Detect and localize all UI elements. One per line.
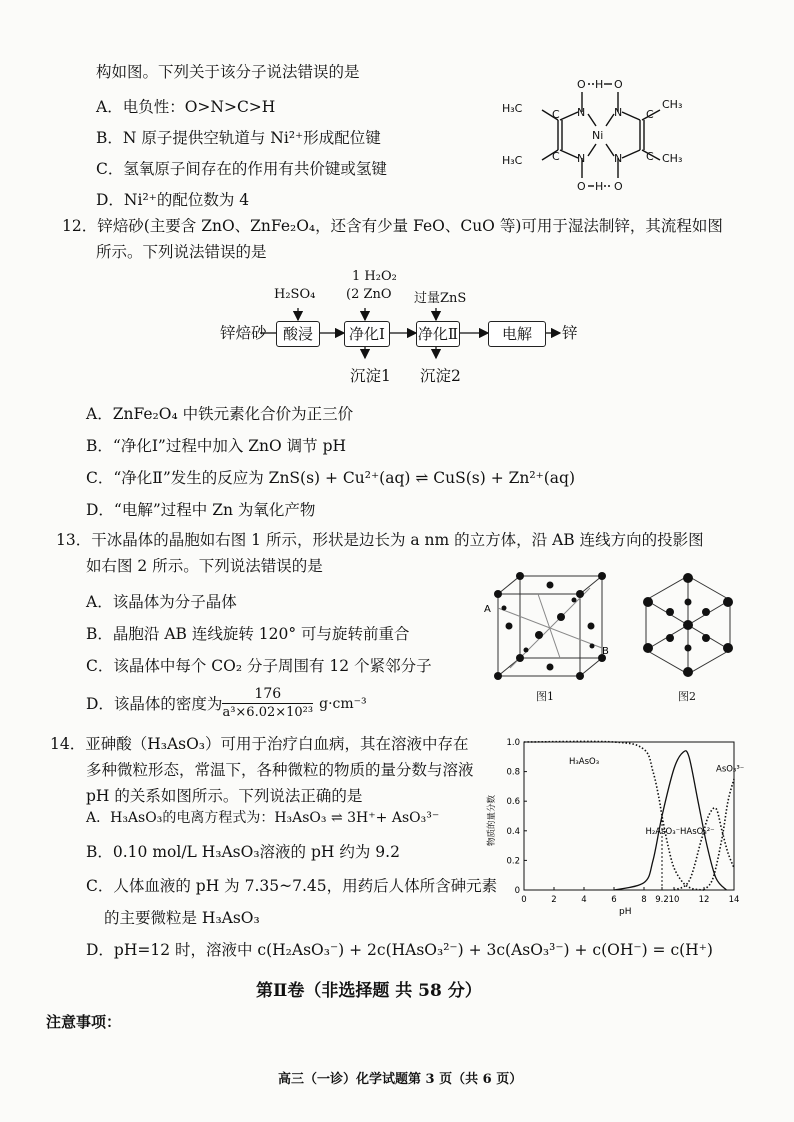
reagent-zns: 过量ZnS xyxy=(414,291,467,306)
flow-end: 锌 xyxy=(562,324,578,342)
reagent-h2so4: H₂SO₄ xyxy=(274,287,316,302)
q11-option-c: C．氢氧原子间存在的作用有共价键或氢键 xyxy=(96,160,387,178)
q14-stem-line3: pH 的关系如图所示。下列说法正确的是 xyxy=(86,787,363,805)
flow-start: 锌焙砂 xyxy=(220,324,267,342)
x-tick-label-8: 14 xyxy=(728,895,740,905)
q13-option-d-prefix: D．该晶体的密度为 xyxy=(86,694,223,713)
ch3-lower-label: CH₃ xyxy=(662,152,683,165)
series-label-1: H₂AsO₃⁻ xyxy=(645,826,681,837)
fig2-caption: 图2 xyxy=(678,690,696,703)
q14-option-c-cont: 的主要微粒是 H₃AsO₃ xyxy=(104,909,260,927)
q13-option-c: C．该晶体中每个 CO₂ 分子周围有 12 个紧邻分子 xyxy=(86,657,432,675)
series-label-0: H₃AsO₃ xyxy=(569,757,600,768)
step-purify-1: 净化Ⅰ xyxy=(344,321,390,347)
dry-ice-unit-cell-figure xyxy=(480,568,620,686)
q12-option-c: C．“净化Ⅱ”发生的反应为 ZnS(s) + Cu²⁺(aq) ⇌ CuS(s) + Zn²⁺(aq) xyxy=(86,469,576,487)
c-label-2: C xyxy=(552,150,560,163)
o-label-1: O xyxy=(577,78,586,91)
ch3-upper-label: CH₃ xyxy=(662,98,683,111)
n-label-1: N xyxy=(577,106,586,119)
c-label-3: C xyxy=(646,108,654,121)
x-tick-label-5: 9.2 xyxy=(655,895,669,905)
reagent-1: 1 H₂O₂ xyxy=(352,269,397,284)
q11-option-b: B．N 原子提供空轨道与 Ni²⁺形成配位键 xyxy=(96,129,381,147)
h3c-lower-label: H₃C xyxy=(502,154,523,167)
y-tick-label-4: 0.8 xyxy=(506,767,520,778)
page-footer: 高三（一诊）化学试题第 3 页（共 6 页） xyxy=(278,1072,523,1087)
q11-stem-tail: 构如图。下列关于该分子说法错误的是 xyxy=(96,63,360,81)
fig1-caption: 图1 xyxy=(536,690,554,703)
x-tick-label-7: 12 xyxy=(698,895,710,905)
q14-stem-line2: 多种微粒形态，常温下，各种微粒的物质的量分数与溶液 xyxy=(86,761,474,779)
x-tick-label-1: 2 xyxy=(551,895,557,905)
step-electrolysis: 电解 xyxy=(488,321,546,347)
q12-option-a: A．ZnFe₂O₄ 中铁元素化合价为正三价 xyxy=(86,405,354,423)
q13-option-a: A．该晶体为分子晶体 xyxy=(86,593,237,611)
o-label-3: O xyxy=(577,180,586,192)
y-tick-label-3: 0.6 xyxy=(506,797,520,808)
projection-figure xyxy=(640,572,736,680)
ni-complex-structure xyxy=(500,62,710,192)
q13-stem-line2: 如右图 2 所示。下列说法错误的是 xyxy=(86,557,323,575)
q13-option-d xyxy=(86,686,367,721)
h-label-1: H xyxy=(595,78,604,91)
x-tick-label-2: 4 xyxy=(581,895,587,905)
ni-label: Ni xyxy=(592,129,604,142)
n-label-2: N xyxy=(577,152,586,165)
q12-option-b: B．“净化Ⅰ”过程中加入 ZnO 调节 pH xyxy=(86,437,347,455)
q13-stem-line1: 13．干冰晶体的晶胞如右图 1 所示，形状是边长为 a nm 的立方体，沿 AB 连线方向的投影图 xyxy=(56,531,704,549)
precip-2: 沉淀2 xyxy=(420,367,461,385)
x-tick-label-3: 6 xyxy=(611,895,617,905)
step-purify-2: 净化Ⅱ xyxy=(416,321,460,347)
q13-option-b: B．晶胞沿 AB 连线旋转 120° 可与旋转前重合 xyxy=(86,625,410,643)
c-label-4: C xyxy=(646,150,654,163)
series-label-3: AsO₃³⁻ xyxy=(716,764,744,775)
n-label-4: N xyxy=(614,152,623,165)
q14-option-a: A．H₃AsO₃的电离方程式为：H₃AsO₃ ⇌ 3H⁺+ AsO₃³⁻ xyxy=(86,810,440,826)
y-tick-label-1: 0.2 xyxy=(506,856,520,867)
y-tick-label-2: 0.4 xyxy=(506,826,520,837)
q14-option-b: B．0.10 mol/L H₃AsO₃溶液的 pH 约为 9.2 xyxy=(86,843,400,861)
x-tick-label-0: 0 xyxy=(521,895,527,905)
density-numerator: 176 xyxy=(222,686,313,704)
y-tick-label-5: 1.0 xyxy=(506,738,520,748)
q14-stem-line1: 14．亚砷酸（H₃AsO₃）可用于治疗白血病，其在溶液中存在 xyxy=(50,735,469,753)
x-tick-label-6: 10 xyxy=(668,895,680,905)
series-label-2: HAsO₃²⁻ xyxy=(680,826,715,837)
y-axis-label: 物质的量分数 xyxy=(487,794,497,846)
density-denominator: a³×6.02×10²³ xyxy=(222,705,314,720)
section2-notice: 注意事项： xyxy=(46,1013,122,1031)
distribution-chart xyxy=(482,732,744,920)
q14-option-c: C．人体血液的 pH 为 7.35~7.45，用药后人体所含砷元素 xyxy=(86,877,498,895)
series-line-0 xyxy=(524,741,704,890)
o-label-2: O xyxy=(614,78,623,91)
q12-option-d: D．“电解”过程中 Zn 为氧化产物 xyxy=(86,501,316,519)
c-label-1: C xyxy=(552,108,560,121)
series-line-1 xyxy=(614,751,727,890)
plot-frame xyxy=(524,742,734,890)
label-a: A xyxy=(484,604,491,615)
density-fraction xyxy=(222,686,313,721)
section2-title: 第Ⅱ卷（非选择题 共 58 分） xyxy=(256,981,482,1001)
x-tick-label-4: 8 xyxy=(641,895,647,905)
precip-1: 沉淀1 xyxy=(350,367,391,385)
h-label-2: H xyxy=(595,180,604,192)
step-acid-leach: 酸浸 xyxy=(276,321,320,347)
q11-option-d: D．Ni²⁺的配位数为 4 xyxy=(96,191,250,209)
q11-option-a: A．电负性：O>N>C>H xyxy=(96,98,276,116)
label-b: B xyxy=(602,646,609,657)
y-tick-label-0: 0 xyxy=(514,886,520,896)
q14-option-d: D．pH=12 时，溶液中 c(H₂AsO₃⁻) + 2c(HAsO₃²⁻) + 3c(AsO₃³⁻) + c(OH⁻) = c(H⁺) xyxy=(86,941,713,959)
q12-stem-line2: 所示。下列说法错误的是 xyxy=(96,243,267,261)
density-unit: g·cm⁻³ xyxy=(319,695,367,712)
x-axis-label: pH xyxy=(619,907,632,917)
n-label-3: N xyxy=(614,106,623,119)
o-label-4: O xyxy=(614,180,623,192)
reagent-2: (2 ZnO xyxy=(346,287,392,302)
q12-stem-line1: 12．锌焙砂(主要含 ZnO、ZnFe₂O₄，还含有少量 FeO、CuO 等)可用于湿法制锌，其流程如图 xyxy=(62,217,723,235)
h3c-upper-label: H₃C xyxy=(502,102,523,115)
